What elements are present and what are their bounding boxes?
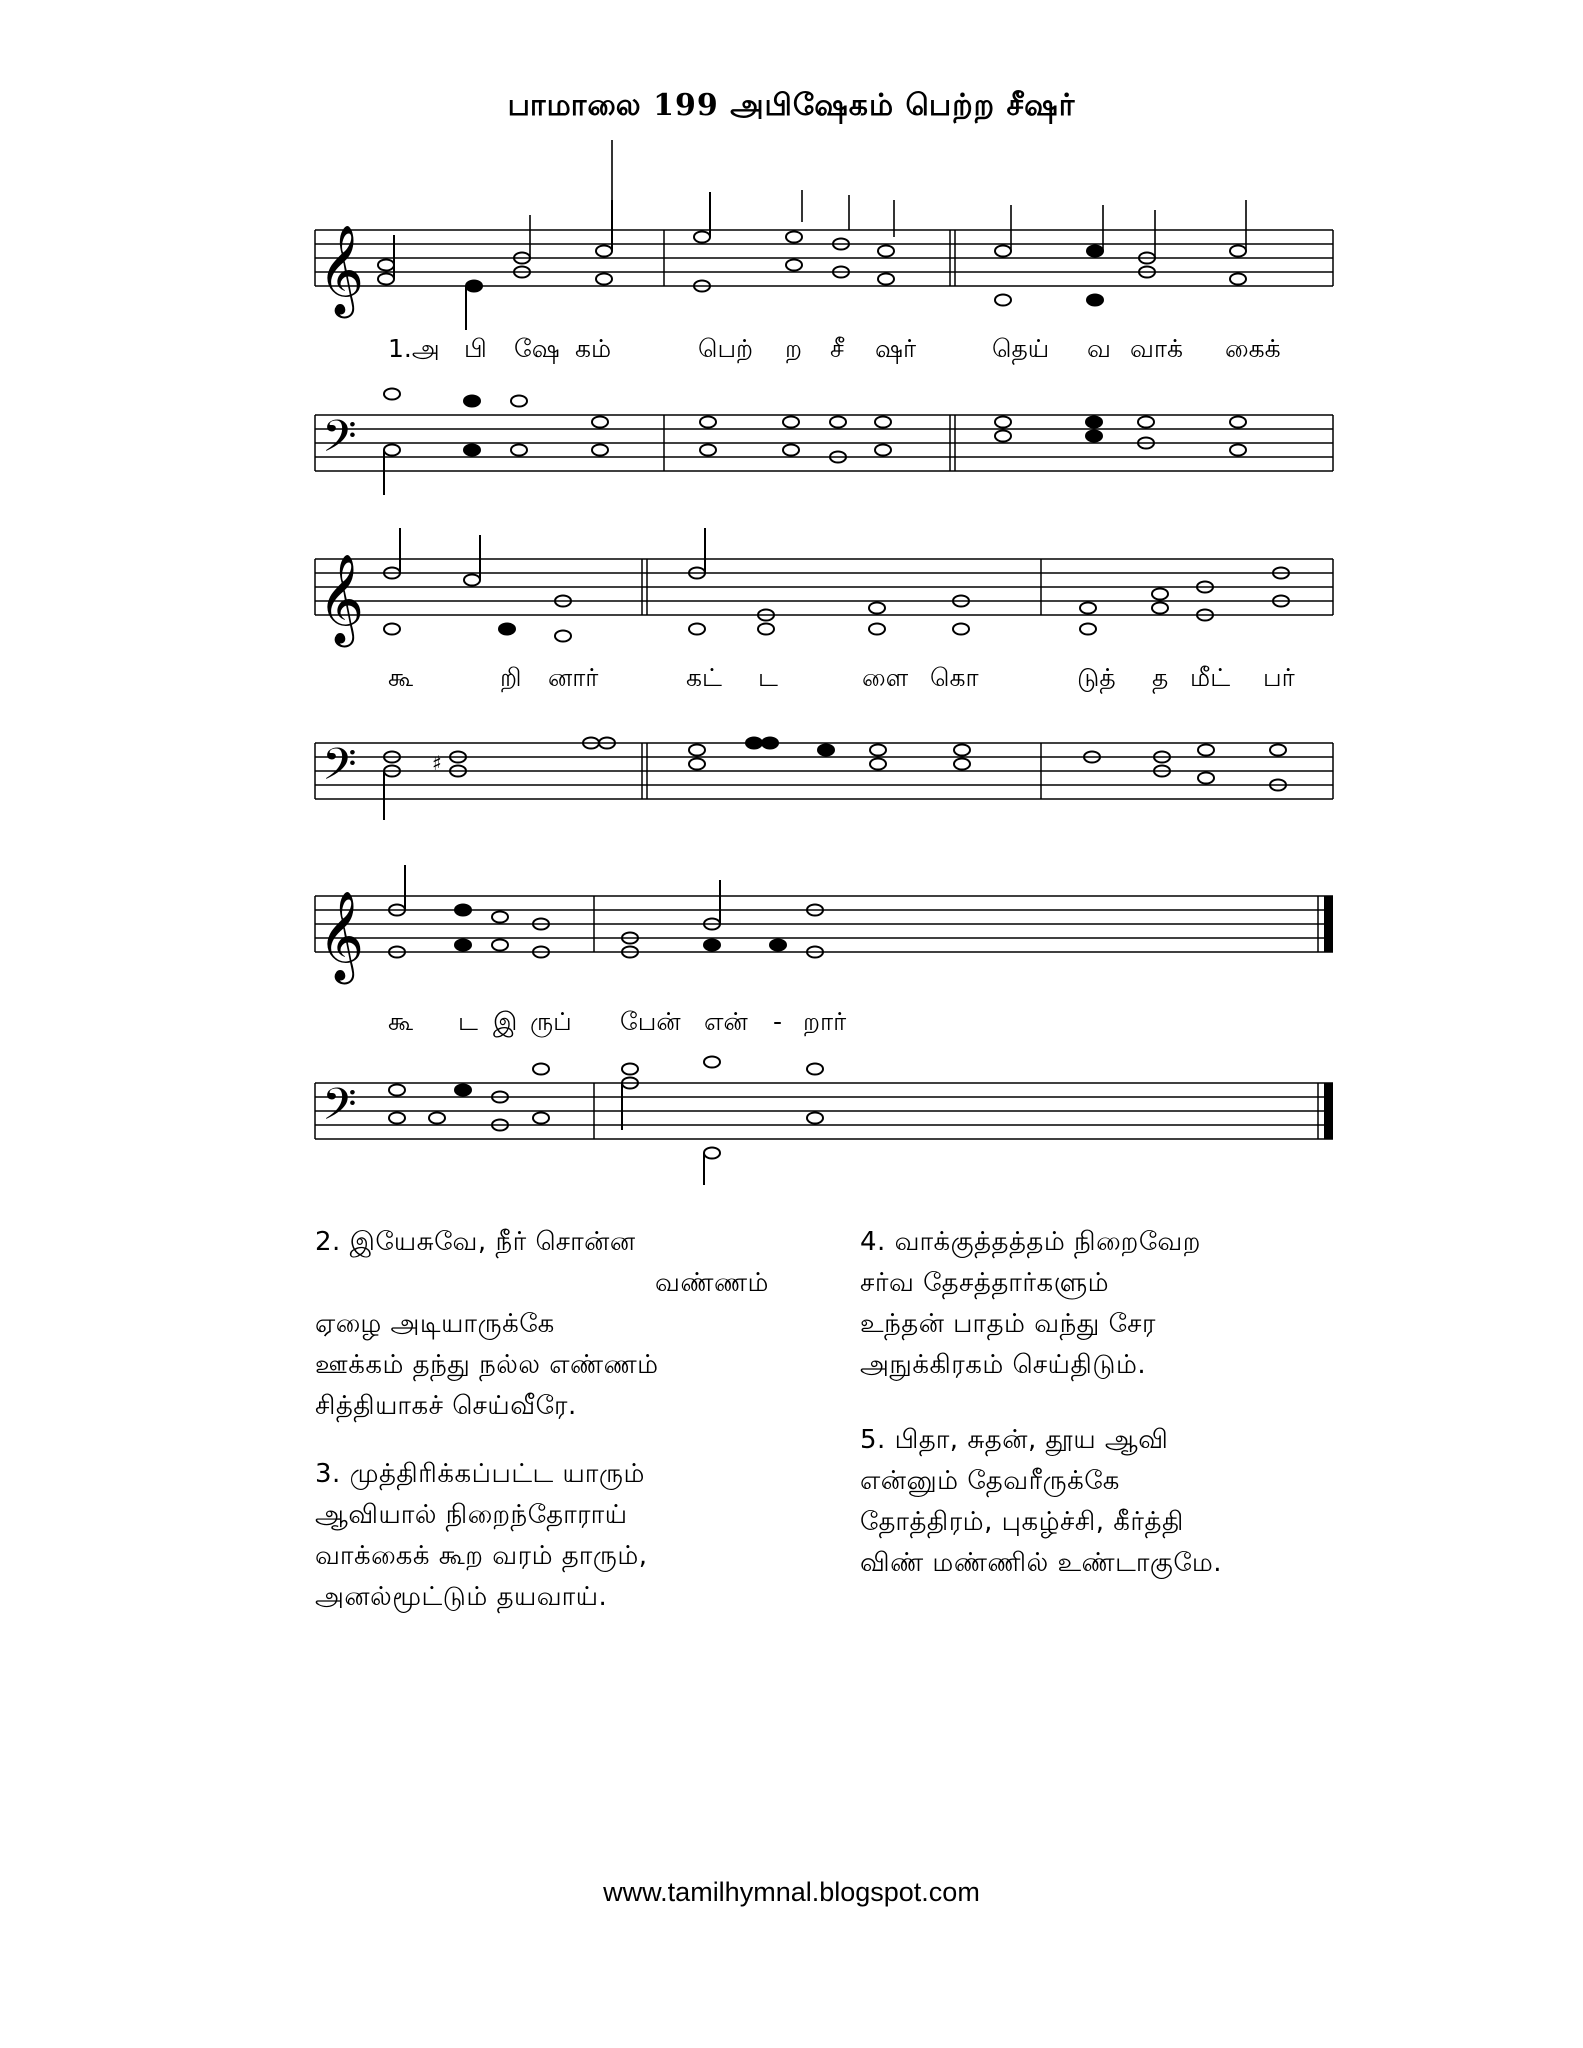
- lyric-syllable: 1.அ: [388, 334, 440, 363]
- lyric-syllable: ளை: [862, 663, 909, 692]
- stanza-line: வாக்கைக் கூற வரம் தாரும்,: [315, 1541, 648, 1571]
- system-3: [315, 865, 1333, 1185]
- bass-staff: [315, 415, 1333, 471]
- stanza-line: ஏழை அடியாருக்கே: [315, 1309, 555, 1339]
- stanza-line: சித்தியாகச் செய்வீரே.: [315, 1391, 577, 1421]
- lyric-syllable: த: [1152, 663, 1169, 692]
- svg-text:♯: ♯: [432, 751, 442, 775]
- lyric-syllable: ஷர்: [875, 334, 917, 363]
- stanza-line: என்னும் தேவரீருக்கே: [860, 1466, 1120, 1496]
- lyric-syllable: சீ: [830, 334, 844, 363]
- bass-clef-icon: 𝄢: [322, 1078, 357, 1141]
- lyric-syllable: இ: [493, 1007, 518, 1036]
- system-2: [315, 528, 1333, 820]
- stanza-line: 2. இயேசுவே, நீர் சொன்ன: [315, 1227, 636, 1257]
- stanza-line: 5. பிதா, சுதன், தூய ஆவி: [860, 1425, 1169, 1455]
- lyric-syllable: றார்: [803, 1007, 847, 1036]
- treble-notes: [384, 528, 1289, 642]
- lyric-syllable: ருப்: [530, 1007, 572, 1036]
- stanza-line: ஆவியால் நிறைந்தோராய்: [315, 1500, 628, 1530]
- stanza-2: [315, 1222, 769, 1427]
- website-url: www.tamilhymnal.blogspot.com: [603, 1877, 980, 1907]
- lyric-syllable: கம்: [575, 334, 612, 363]
- hymn-title: பாமாலை 199 அபிஷேகம் பெற்ற சீஷர்: [507, 88, 1076, 123]
- treble-staff: [315, 559, 1333, 615]
- lyric-syllable: டுத்: [1077, 663, 1116, 692]
- lyric-syllable: பி: [464, 334, 487, 363]
- final-barline: [1324, 896, 1333, 1139]
- bass-notes: [384, 738, 1286, 821]
- stanza-line: சர்வ தேசத்தார்களும்: [860, 1268, 1110, 1298]
- stanza-line: வண்ணம்: [655, 1268, 769, 1298]
- lyric-syllable: கொ: [930, 663, 979, 692]
- lyric-syllable: கைக்: [1225, 334, 1281, 363]
- treble-clef-icon: 𝄞: [318, 891, 365, 981]
- treble-notes: [378, 192, 1246, 330]
- treble-clef-icon: 𝄞: [318, 554, 365, 644]
- lyric-syllable: ற: [785, 334, 803, 363]
- stanza-4: [860, 1222, 1201, 1386]
- bass-notes: [389, 1057, 823, 1186]
- bass-clef-icon: 𝄢: [322, 410, 357, 473]
- lyric-syllable: கூ: [388, 1007, 414, 1036]
- lyric-syllable: வாக்: [1130, 334, 1183, 363]
- lyric-syllable: ட: [458, 1007, 478, 1036]
- lyrics-verse-1: [388, 334, 1281, 365]
- stanza-5: [860, 1420, 1222, 1584]
- stems: [530, 140, 1246, 258]
- lyrics-verse-1: [388, 663, 1295, 694]
- treble-clef-icon: 𝄞: [318, 225, 365, 315]
- stanza-line: அனல்மூட்டும் தயவாய்.: [315, 1582, 608, 1612]
- stanza-line: விண் மண்ணில் உண்டாகுமே.: [860, 1548, 1222, 1578]
- lyric-syllable: மீட்: [1190, 663, 1231, 692]
- lyric-syllable: கட்: [686, 663, 722, 692]
- lyric-syllable: பெற்: [698, 334, 754, 363]
- lyrics-verse-1: [388, 1007, 846, 1038]
- bass-clef-icon: 𝄢: [322, 738, 357, 801]
- bass-notes: [384, 389, 1246, 496]
- lyric-syllable: என்: [704, 1007, 748, 1036]
- stanza-line: 4. வாக்குத்தத்தம் நிறைவேற: [860, 1227, 1201, 1257]
- treble-staff: [315, 230, 1333, 286]
- lyric-syllable: பேன்: [620, 1007, 681, 1036]
- lyric-syllable: -: [773, 1007, 783, 1036]
- stanza-3: [315, 1454, 648, 1618]
- barlines: [315, 559, 1333, 799]
- lyric-syllable: வ: [1087, 334, 1111, 363]
- lyric-syllable: ட: [758, 663, 778, 692]
- stanza-line: ஊக்கம் தந்து நல்ல எண்ணம்: [315, 1350, 659, 1380]
- lyric-syllable: றி: [500, 663, 522, 692]
- lyric-syllable: பர்: [1263, 663, 1295, 692]
- lyric-syllable: னார்: [548, 663, 599, 692]
- stanza-line: அநுக்கிரகம் செய்திடும்.: [860, 1350, 1147, 1380]
- stanza-line: உந்தன் பாதம் வந்து சேர: [860, 1309, 1156, 1339]
- lyric-syllable: தெய்: [992, 334, 1050, 363]
- lyric-syllable: ஷே: [514, 334, 560, 363]
- stanza-line: 3. முத்திரிக்கப்பட்ட யாரும்: [315, 1459, 645, 1489]
- system-1: [315, 192, 1333, 495]
- lyric-syllable: கூ: [388, 663, 414, 692]
- treble-notes: [389, 865, 823, 958]
- stanza-line: தோத்திரம், புகழ்ச்சி, கீர்த்தி: [860, 1507, 1184, 1537]
